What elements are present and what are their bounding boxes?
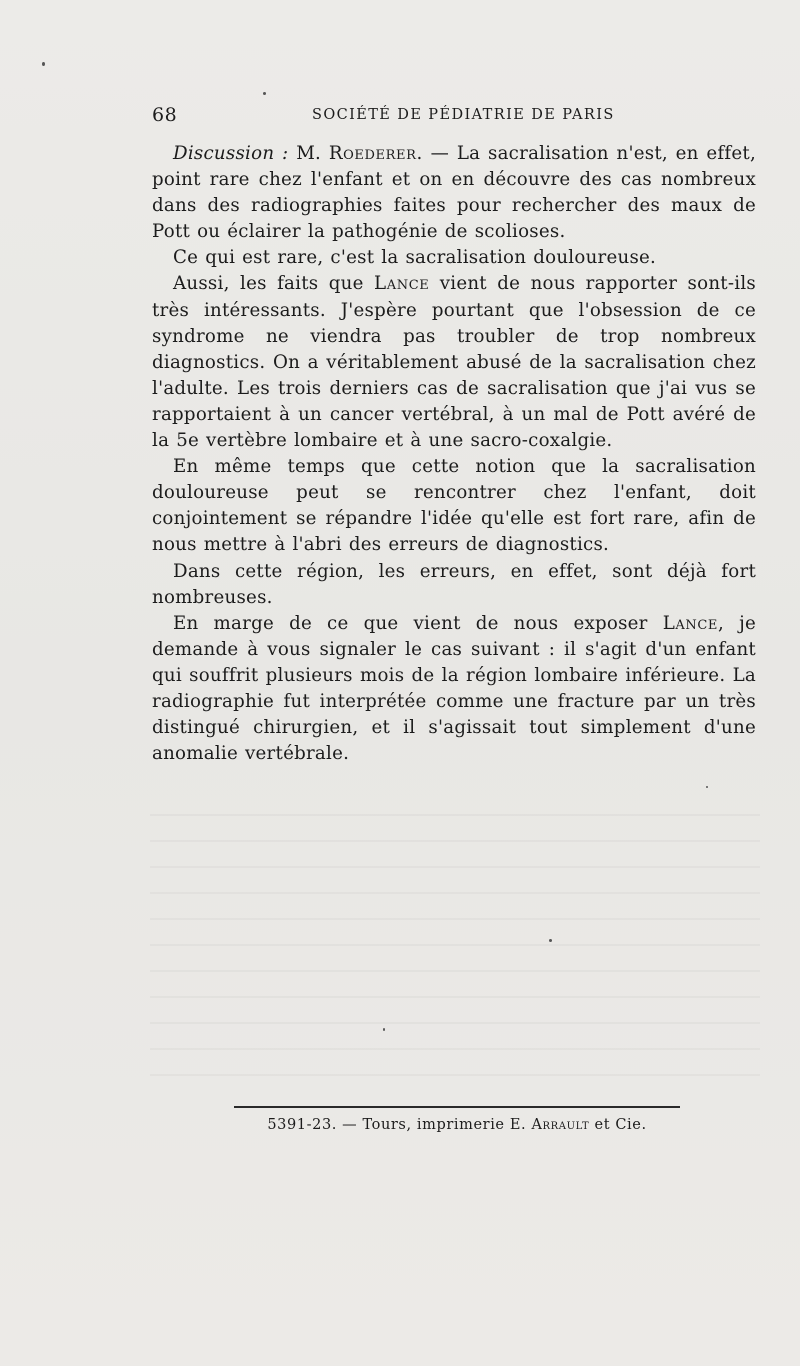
paragraph-text: Aussi, les faits que — [173, 273, 364, 295]
paragraph-region-errors: Dans cette région, les erreurs, en effet, sont déjà fort nombreuses. — [152, 560, 756, 608]
running-title: SOCIÉTÉ DE PÉDIATRIE DE PARIS — [312, 107, 615, 123]
page-header — [152, 104, 756, 132]
paragraph-case — [152, 611, 756, 768]
speck — [383, 1028, 385, 1031]
page-number: 68 — [152, 104, 178, 126]
speaker-title: M. — [296, 143, 322, 164]
speck — [263, 92, 266, 95]
footer-rule — [234, 1106, 680, 1108]
speck — [549, 939, 552, 942]
printer-name: Arrault — [531, 1117, 590, 1133]
paragraph-rare: Ce qui est rare, c'est la sacralisation douloureuse. — [173, 247, 657, 269]
speck — [42, 62, 45, 66]
paragraph-same-time: En même temps que cette notion que la sacralisation douloureuse peut se rencontrer chez l'enfant, doit conjointement se répandre l'idée qu'elle est fort rare, afin de nous mettre à l'abri des erreurs de diagnostics. — [152, 456, 756, 556]
paragraph-text: — La sacralisation n'est, en effet, point rare chez l'enfant et on en découvre des cas nombreux dans des radiographies faites pour rechercher des maux de Pott ou éclairer la pathogénie de scolioses. — [152, 143, 756, 243]
paragraph-text: , je demande à vous signaler le cas suivant : il s'agit d'un enfant qui souffrit plusieurs mois de la région lombaire inférieure. La radiographie fut interprétée comme une fracture par un très distingué chirurgien, et il s'agissait tout simplement d'une anomalie vertébrale. — [152, 612, 756, 765]
imprint-prefix: 5391-23. — Tours, imprimerie E. — [267, 1117, 527, 1133]
imprint-suffix: et Cie. — [594, 1117, 647, 1133]
paragraph-discussion — [152, 141, 756, 245]
speck — [706, 786, 708, 788]
author-name-lance: Lance — [374, 273, 430, 295]
author-name-lance: Lance — [662, 612, 718, 634]
speaker-name: Roederer. — [328, 143, 423, 164]
paper-show-through — [150, 800, 760, 1100]
paragraph-lance-facts — [152, 271, 756, 454]
body-text — [152, 141, 756, 767]
paragraph-text: En marge de ce que vient de nous exposer — [173, 612, 648, 634]
printer-imprint — [234, 1117, 680, 1133]
paragraph-text: vient de nous rapporter sont-ils très intéressants. J'espère pourtant que l'obsession de ce syndrome ne viendra pas troubler de trop nombreux diagnostics. On a véritablement abusé de la sacralisation chez l'adulte. Les trois derniers cas de sacralisation que j'ai vus se rapportaient à un cancer vertébral, à un mal de Pott avéré de la 5e vertèbre lombaire et à une sacro-coxalgie. — [152, 273, 756, 452]
discussion-label: Discussion : — [173, 143, 289, 164]
